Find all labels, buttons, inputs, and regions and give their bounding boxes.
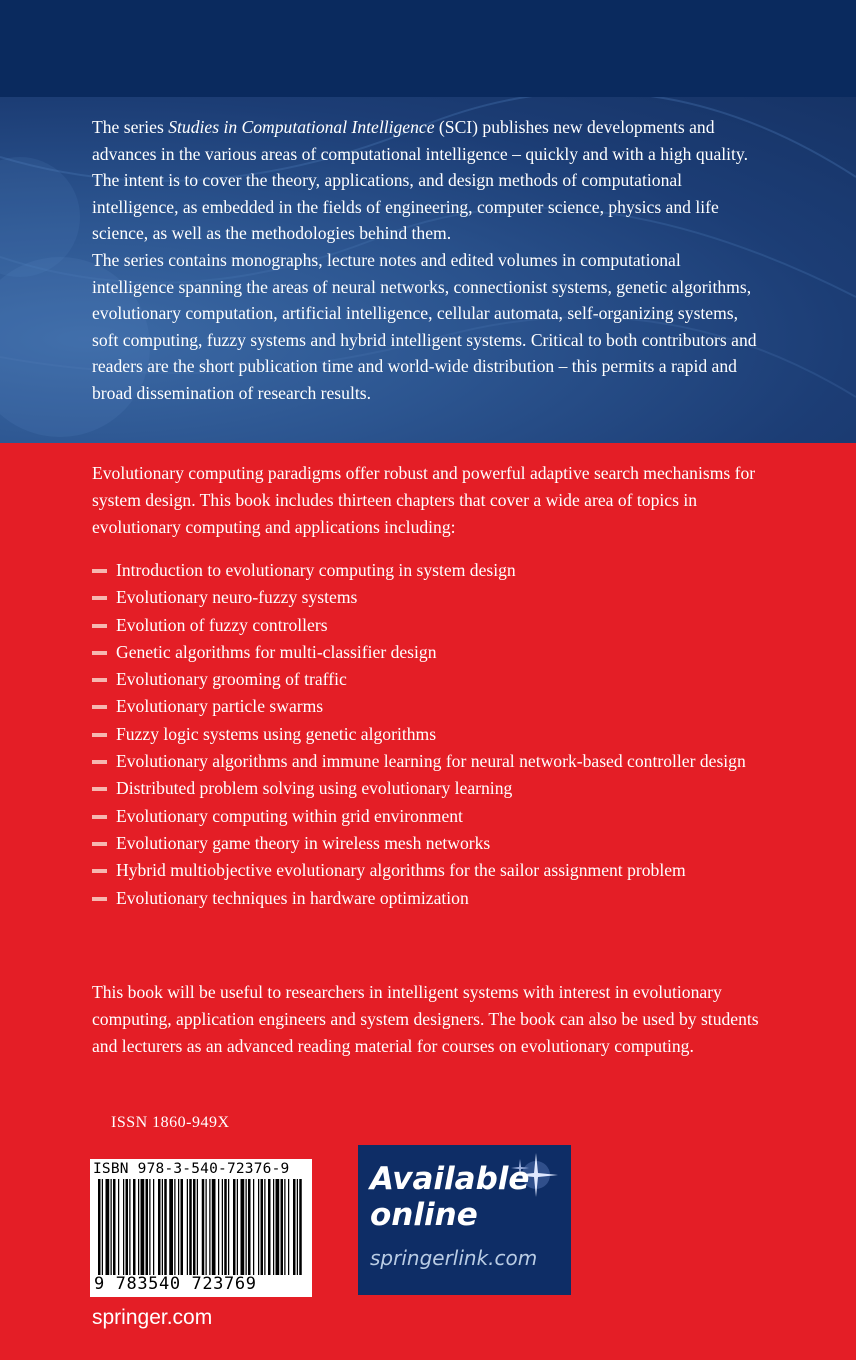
top-band: [0, 0, 856, 97]
series-paragraph-1: The series Studies in Computational Intelligence (SCI) publishes new developments and advances in the various areas of computational intelligence – quickly and with a high quality. The intent is to cover the theory, applications, and design methods of computational intelligence, as embedded in the fields of engineering, computer science, physics and life science, as well as the methodologies behind them.: [92, 117, 748, 244]
barcode-bar: [241, 1179, 245, 1275]
dash-bullet: [92, 815, 107, 819]
dash-bullet: [92, 624, 107, 628]
springerlink-link[interactable]: springerlink.com: [370, 1246, 538, 1270]
barcode-bar: [222, 1179, 223, 1275]
dash-bullet: [92, 705, 107, 709]
barcode-bar: [237, 1179, 238, 1275]
barcode-bar: [193, 1179, 196, 1275]
dash-bullet: [92, 787, 107, 791]
barcode-bar: [118, 1179, 119, 1275]
book-closing: This book will be useful to researchers in intelligent systems with interest in evolutionary computing, application engineers and system designers. The book can also be used by students and lecturers as an advanced reading material for courses on evolutionary computing.: [92, 982, 759, 1057]
barcode-bar: [138, 1179, 139, 1275]
series-title: Studies in Computational Intelligence: [168, 117, 435, 137]
barcode-bar: [169, 1179, 173, 1275]
barcode-digits: 9 783540 723769: [94, 1274, 257, 1294]
barcode-bar: [187, 1179, 188, 1275]
dash-bullet: [92, 678, 107, 682]
barcode-bar: [102, 1179, 103, 1275]
issn-label: ISSN 1860-949X: [111, 1114, 230, 1131]
barcode-bar: [253, 1179, 254, 1275]
barcode-bar: [153, 1179, 154, 1275]
barcode-bar: [164, 1179, 167, 1275]
barcode-bar: [133, 1179, 136, 1275]
barcode-bar: [261, 1179, 264, 1275]
list-item: Evolutionary particle swarms: [92, 693, 752, 720]
dash-bullet: [92, 869, 107, 873]
list-item: Evolutionary techniques in hardware optimization: [92, 885, 752, 912]
dash-bullet: [92, 842, 107, 846]
barcode-bar: [158, 1179, 161, 1275]
barcode-bar: [228, 1179, 229, 1275]
barcode-bar: [264, 1179, 265, 1275]
topic-list: [92, 557, 752, 912]
barcode-bar: [297, 1179, 298, 1275]
barcode-bar: [202, 1179, 205, 1275]
list-item: Genetic algorithms for multi-classifier design: [92, 639, 752, 666]
barcode-bar: [197, 1179, 198, 1275]
barcode-bar: [293, 1179, 296, 1275]
barcode-bar: [212, 1179, 216, 1275]
barcode-bar: [288, 1179, 289, 1275]
barcode-bar: [149, 1179, 150, 1275]
barcode-bar: [209, 1179, 210, 1275]
barcode-bar: [206, 1179, 207, 1275]
barcode-bar: [258, 1179, 259, 1275]
list-item: Evolutionary computing within grid environment: [92, 803, 752, 830]
series-description: [92, 114, 762, 407]
list-item: Evolutionary algorithms and immune learning for neural network-based controller design: [92, 748, 752, 775]
series-panel: [0, 97, 856, 443]
barcode-bar: [224, 1179, 227, 1275]
barcode-bar: [126, 1179, 129, 1275]
barcode-bar: [113, 1179, 116, 1275]
barcode-bar: [276, 1179, 280, 1275]
dash-bullet: [92, 733, 107, 737]
barcode-bar: [281, 1179, 284, 1275]
book-intro: Evolutionary computing paradigms offer robust and powerful adaptive search mechanisms for system design. This book includes thirteen chapters that cover a wide area of topics in evolutionary computing and applications including:: [92, 463, 756, 538]
springer-link[interactable]: springer.com: [92, 1306, 213, 1329]
available-online-title: Available online: [370, 1161, 530, 1233]
list-item: Evolution of fuzzy controllers: [92, 612, 752, 639]
dash-bullet: [92, 760, 107, 764]
barcode-bar: [141, 1179, 145, 1275]
barcode-bar: [129, 1179, 130, 1275]
list-item: Distributed problem solving using evolutionary learning: [92, 775, 752, 802]
barcode-bar: [98, 1179, 101, 1275]
barcode-bar: [162, 1179, 163, 1275]
barcode-bar: [284, 1179, 285, 1275]
book-panel: [0, 443, 856, 1360]
barcode-bar: [273, 1179, 274, 1275]
barcode-bar: [248, 1179, 251, 1275]
barcode-bar: [246, 1179, 247, 1275]
list-item: Fuzzy logic systems using genetic algorithms: [92, 721, 752, 748]
barcode-bar: [106, 1179, 110, 1275]
barcode-bar: [268, 1179, 271, 1275]
series-paragraph-2: The series contains monographs, lecture notes and edited volumes in computational intelligence spanning the areas of neural networks, connectionist systems, genetic algorithms, evolutionary computation, artificial intelligence, cellular automata, self-organizing systems, soft computing, fuzzy systems and hybrid intelligent systems. Critical to both contributors and readers are the short publication time and world-wide distribution – this permits a rapid and broad dissemination of research results.: [92, 249, 757, 403]
list-item: Evolutionary neuro-fuzzy systems: [92, 584, 752, 611]
barcode-bar: [189, 1179, 192, 1275]
barcode-bar: [218, 1179, 219, 1275]
barcode-bar: [146, 1179, 149, 1275]
dash-bullet: [92, 569, 107, 573]
barcode-bar: [181, 1179, 184, 1275]
barcode-bar: [178, 1179, 179, 1275]
isbn-number: ISBN 978-3-540-72376-9: [93, 1161, 290, 1177]
dash-bullet: [92, 651, 107, 655]
list-item: Evolutionary game theory in wireless mesh networks: [92, 830, 752, 857]
list-item: Introduction to evolutionary computing in system design: [92, 557, 752, 584]
barcode-bar: [123, 1179, 124, 1275]
barcode-bar: [174, 1179, 175, 1275]
barcode-bar: [233, 1179, 236, 1275]
barcode-bar: [111, 1179, 112, 1275]
dash-bullet: [92, 596, 107, 600]
barcode-bar: [299, 1179, 302, 1275]
list-item: Hybrid multiobjective evolutionary algorithms for the sailor assignment problem: [92, 857, 752, 884]
barcode: [90, 1159, 312, 1297]
available-online-badge[interactable]: [358, 1145, 571, 1295]
barcode-bars: [98, 1179, 304, 1275]
dash-bullet: [92, 897, 107, 901]
list-item: Evolutionary grooming of traffic: [92, 666, 752, 693]
